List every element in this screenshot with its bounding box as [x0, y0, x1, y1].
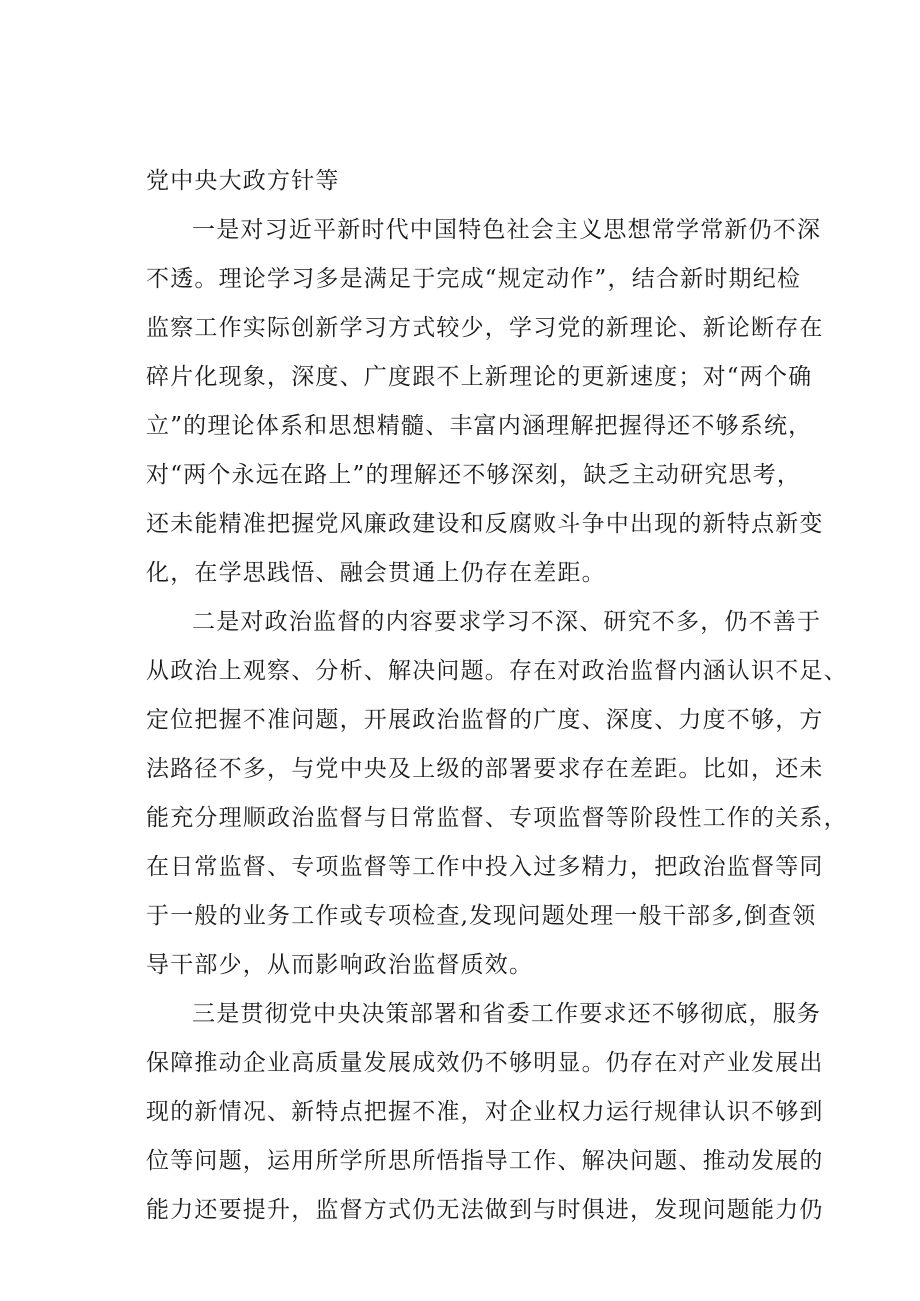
- text-line: 化，在学思践悟、融会贯通上仍存在差距。: [146, 560, 606, 586]
- text-line: 能充分理顺政治监督与日常监督、专项监督等阶段性工作的关系，: [146, 805, 848, 831]
- text-line: 法路径不多，与党中央及上级的部署要求存在差距。比如，还未: [146, 756, 824, 782]
- text-line: 立”的理论体系和思想精髓、丰富内涵理解把握得还不够系统，: [146, 413, 813, 439]
- text-line: 位等问题，运用所学所思所悟指导工作、解决问题、推动发展的: [146, 1148, 824, 1174]
- text-line: 对“两个永远在路上”的理解还不够深刻，缺乏主动研究思考，: [146, 462, 802, 488]
- paragraph-1-first-line: 一是对习近平新时代中国特色社会主义思想常学常新仍不深: [192, 217, 822, 243]
- text-line: 能力还要提升，监督方式仍无法做到与时俱进，发现问题能力仍: [146, 1197, 824, 1223]
- document-body: [146, 157, 848, 1235]
- text-line: 保障推动企业高质量发展成效仍不够明显。仍存在对产业发展出: [146, 1050, 824, 1076]
- text-line: 还未能精准把握党风廉政建设和反腐败斗争中出现的新特点新变: [146, 511, 824, 537]
- text-line: 碎片化现象，深度、广度跟不上新理论的更新速度；对“两个确: [146, 364, 813, 390]
- text-line: 党中央大政方针等: [146, 168, 340, 194]
- text-line: 导干部少，从而影响政治监督质效。: [146, 952, 534, 978]
- text-line: 监察工作实际创新学习方式较少，学习党的新理论、新论断存在: [146, 315, 824, 341]
- paragraph-3-first-line: 三是贯彻党中央决策部署和省委工作要求还不够彻底，服务: [192, 1001, 822, 1027]
- text-line: 在日常监督、专项监督等工作中投入过多精力，把政治监督等同: [146, 854, 824, 880]
- text-line: 从政治上观察、分析、解决问题。存在对政治监督内涵认识不足、: [146, 658, 848, 684]
- paragraph-2-first-line: 二是对政治监督的内容要求学习不深、研究不多，仍不善于: [192, 609, 822, 635]
- text-line: 定位把握不准问题，开展政治监督的广度、深度、力度不够，方: [146, 707, 824, 733]
- text-line: 现的新情况、新特点把握不准，对企业权力运行规律认识不够到: [146, 1099, 824, 1125]
- text-line: 于一般的业务工作或专项检查,发现问题处理一般干部多,倒查领: [146, 903, 817, 929]
- text-line: 不透。理论学习多是满足于完成“规定动作”，结合新时期纪检: [146, 266, 802, 292]
